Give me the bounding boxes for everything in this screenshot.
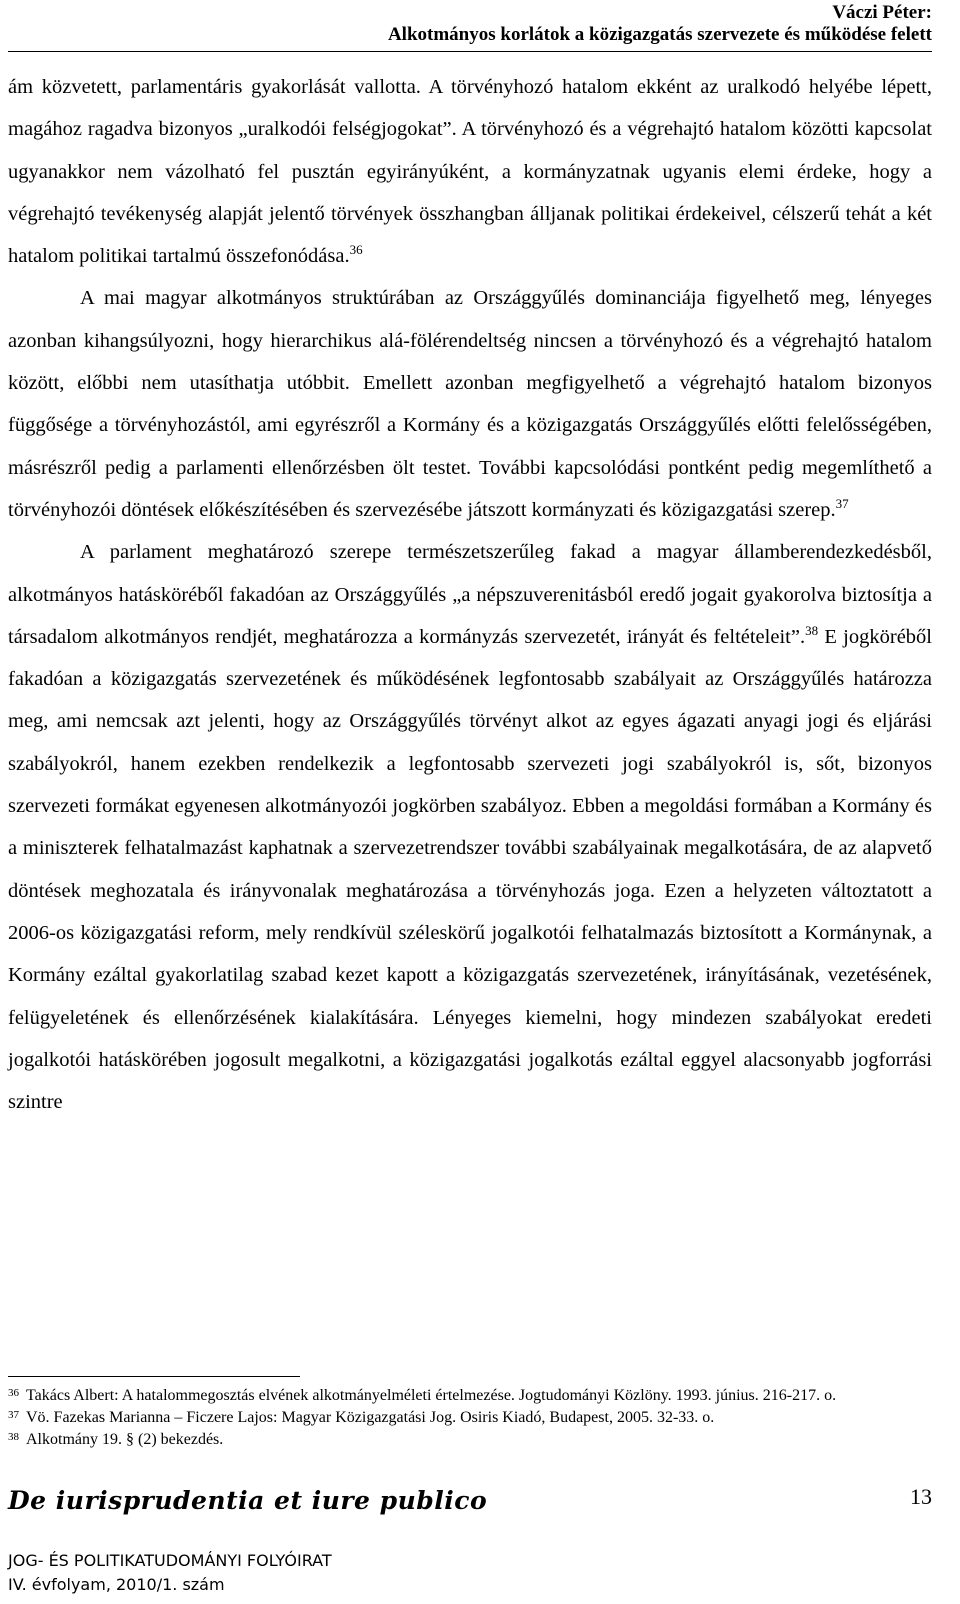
footnote-38 [8,1429,932,1451]
header-rule [8,51,932,52]
footnote-37 [8,1407,932,1429]
body-text [8,66,932,1123]
paragraph-2-text: A mai magyar alkotmányos struktúrában az Országgyűlés dominanciája figyelhető meg, lényeges azonban kihangsúlyozni, hogy hierarchikus alá-fölérendeltség nincsen a törvényhozó és a végrehajtó hatalom között, előbbi nem utasíthatja utóbbit. Emellett azonban megfigyelhető a végrehajtó hatalom bizonyos függősége a törvényhozástól, ami egyrészről a Kormány és a közigazgatás Országgyűlés előtti felelősségében, másrészről pedig a parlamenti ellenőrzésben ölt testet. További kapcsolódási pontként pedig megemlíthető a törvényhozói döntések előkészítésében és szervezésébe játszott kormányzati és közigazgatási szerep. [8,287,932,521]
page-number: 13 [910,1484,932,1509]
paragraph-1-text: ám közvetett, parlamentáris gyakorlását vallotta. A törvényhozó hatalom ekként az uralkodó helyébe lépett, magához ragadva bizonyos „uralkodói felségjogokat”. A törvényhozó és a végrehajtó hatalom közötti kapcsolat ugyanakkor nem vázolható fel pusztán egyirányúként, a kormányzatnak ugyanis elemi érdeke, hogy a végrehajtó tevékenység alapját jelentő törvények összhangban álljanak politikai érdekeivel, célszerű tehát a két hatalom politikai tartalmú összefonódása. [8,76,932,268]
header-author: Váczi Péter: [832,2,932,23]
header-title: Alkotmányos korlátok a közigazgatás szervezete és működése felett [387,24,932,45]
footnote-ref-38[interactable]: 38 [805,623,819,639]
paragraph-3-text-after: E jogköréből fakadóan a közigazgatás szervezetének és működésének legfontosabb szabályait az Országgyűlés határozza meg, ami nemcsak azt jelenti, hogy az Országgyűlés törvényt alkot az egyes ágazati anyagi jogi és eljárási szabályokról, hanem ezekben rendelkezik a legfontosabb szervezeti jogi szabályokról is, sőt, bizonyos szervezeti formákat egyenesen alkotmányozói jogkörben szabályoz. Ebben a megoldási formában a Kormány és a miniszterek felhatalmazást kaphatnak a szervezetrendszer további szabályainak megalkotására, de az alapvető döntések meghozatala és irányvonalak meghatározása a törvényhozás joga. Ezen a helyzeten változtatott a 2006-os közigazgatási reform, mely rendkívül széleskörű jogalkotói felhatalmazás biztosított a Kormánynak, a Kormány ezáltal gyakorlatilag szabad kezet kapott a közigazgatás szervezetének, irányításának, vezetésének, felügyeletének és ellenőrzésének kialakítására. Lényeges kiemelni, hogy mindezen szabályokat eredeti jogalkotói hatáskörében jogosult megalkotni, a közigazgatási jogalkotás ezáltal eggyel alacsonyabb jogforrási szintre [8,625,932,1114]
footnote-number: 37 [8,1409,19,1421]
paragraph-1 [8,66,932,277]
footnote-ref-36[interactable]: 36 [349,242,363,258]
footnote-text: Vö. Fazekas Marianna – Ficzere Lajos: Magyar Közigazgatási Jog. Osiris Kiadó, Budapest, 2005. 32-33. o. [26,1409,715,1426]
footnote-text: Takács Albert: A hatalommegosztás elvének alkotmányelméleti értelmezése. Jogtudományi Közlöny. 1993. június. 216-217. o. [26,1387,837,1404]
paragraph-3 [8,531,932,1123]
journal-issue: IV. évfolyam, 2010/1. szám [8,1575,225,1594]
footnote-36 [8,1385,932,1407]
journal-brand-logo: De iurisprudentia et iure publico [8,1486,488,1515]
footnote-ref-37[interactable]: 37 [835,496,849,512]
journal-name: JOG- ÉS POLITIKATUDOMÁNYI FOLYÓIRAT [8,1551,332,1570]
footnote-number: 38 [8,1431,19,1443]
footnote-text: Alkotmány 19. § (2) bekezdés. [26,1431,224,1448]
paragraph-3-text-before: A parlament meghatározó szerepe természetszerűleg fakad a magyar államberendezkedésből, alkotmányos hatásköréből fakadóan az Országgyűlés „a népszuverenitásból eredő jogait gyakorolva biztosítja a társadalom alkotmányos rendjét, meghatározza a kormányzás szervezetét, irányát és feltételeit”. [8,541,932,648]
paragraph-2 [8,277,932,531]
footnotes [8,1385,932,1451]
footnote-rule [8,1376,300,1377]
footnote-number: 36 [8,1387,19,1399]
